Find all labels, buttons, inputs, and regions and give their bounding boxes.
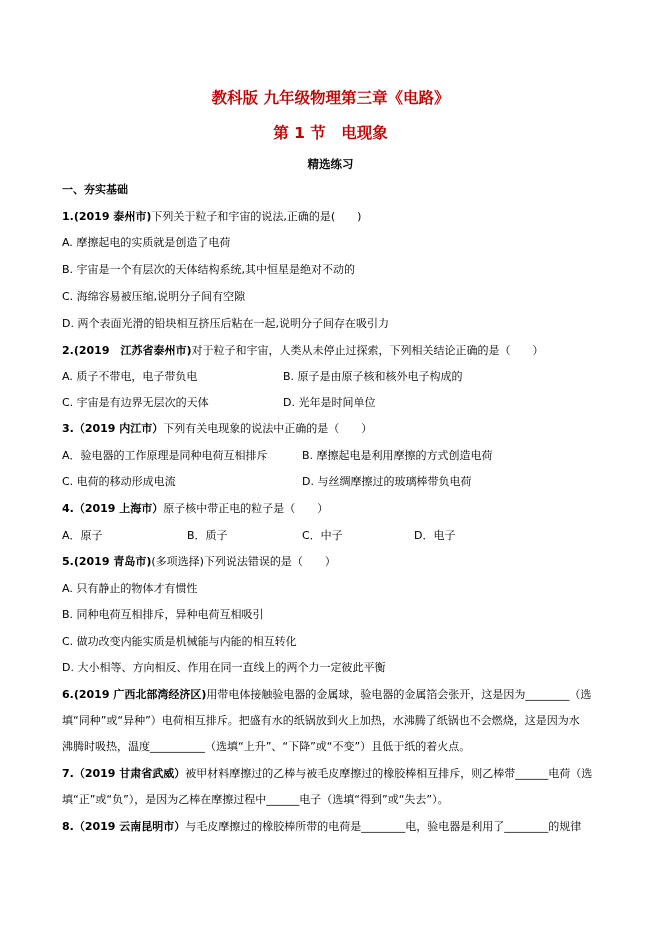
question-1-stem <box>62 210 361 224</box>
q2-option-a: A. 质子不带电，电子带负电 <box>62 370 198 383</box>
question-2-stem <box>62 344 544 358</box>
question-number: 5. <box>62 555 74 568</box>
question-source: (2019 青岛市) <box>73 555 152 568</box>
question-5-stem <box>62 555 336 569</box>
q2-option-b: B. 原子是由原子核和核外电子构成的 <box>283 370 463 383</box>
q2-option-d: D. 光年是时间单位 <box>283 396 376 409</box>
question-4-stem <box>62 502 328 516</box>
question-source: (2019 泰州市) <box>73 210 152 223</box>
document-title: 教科版 九年级物理第三章《电路》 <box>211 89 450 107</box>
question-6-line-1 <box>62 688 591 702</box>
q3-option-c: C. 电荷的移动形成电流 <box>62 475 176 488</box>
question-source: （2019 云南昆明市） <box>73 820 186 833</box>
q1-option-c: C. 海绵容易被压缩,说明分子间有空隙 <box>62 290 246 303</box>
q4-option-c: C．中子 <box>302 529 343 542</box>
question-number: 6. <box>62 688 74 701</box>
q1-option-d: D. 两个表面光滑的铅块相互挤压后粘在一起,说明分子间存在吸引力 <box>62 317 389 330</box>
question-source: （2019 内江市） <box>73 422 164 435</box>
q5-option-a: A. 只有静止的物体才有惯性 <box>62 582 198 595</box>
subtitle: 精选练习 <box>307 157 354 171</box>
question-3-stem <box>62 422 372 436</box>
question-number: 3. <box>62 422 74 435</box>
question-6-line-3: 沸腾时吸热，温度__________（选填“上升”、“下降”或“不变”）且低于纸的着火点。 <box>62 740 471 753</box>
q3-option-a: A．验电器的工作原理是同种电荷互相排斥 <box>62 449 268 462</box>
q3-option-d: D. 与丝绸摩擦过的玻璃棒带负电荷 <box>302 475 472 488</box>
q1-option-a: A. 摩擦起电的实质就是创造了电荷 <box>62 236 231 249</box>
q2-option-c: C. 宇宙是有边界无层次的天体 <box>62 396 209 409</box>
question-7-line-2: 填“正”或“负”），是因为乙棒在摩擦过程中______电子（选填“得到”或“失去”）。 <box>62 793 449 806</box>
question-number: 7. <box>62 767 74 780</box>
section-title: 第 1 节 电现象 <box>273 124 388 142</box>
question-text: 用带电体接触验电器的金属球，验电器的金属箔会张开，这是因为________（选 <box>206 688 592 701</box>
question-number: 4. <box>62 502 74 515</box>
q1-option-b: B. 宇宙是一个有层次的天体结构系统,其中恒星是绝对不动的 <box>62 263 356 276</box>
part-heading: 一、夯实基础 <box>62 183 128 196</box>
q3-option-b: B. 摩擦起电是利用摩擦的方式创造电荷 <box>302 449 493 462</box>
question-text: 对于粒子和宇宙，人类从未停止过探索，下列相关结论正确的是（ ） <box>191 344 544 357</box>
question-text: 下列有关电现象的说法中正确的是（ ） <box>163 422 373 435</box>
q5-option-b: B. 同种电荷互相排斥，异种电荷互相吸引 <box>62 608 264 621</box>
question-number: 8. <box>62 820 74 833</box>
question-number: 1. <box>62 210 74 223</box>
question-source: (2019 广西北部湾经济区) <box>73 688 207 701</box>
question-text: 被甲材料摩擦过的乙棒与被毛皮摩擦过的橡胶棒相互排斥，则乙棒带______电荷（选 <box>185 767 593 780</box>
question-text: 下列关于粒子和宇宙的说法,正确的是( ) <box>151 210 362 223</box>
q4-option-b: B．质子 <box>187 529 228 542</box>
question-text: 与毛皮摩擦过的橡胶棒所带的电荷是________电，验电器是利用了________的规律 <box>185 820 582 833</box>
question-source: (2019 江苏省泰州市) <box>73 344 192 357</box>
q5-option-d: D. 大小相等、方向相反、作用在同一直线上的两个力一定彼此平衡 <box>62 661 386 674</box>
q5-option-c: C. 做功改变内能实质是机械能与内能的相互转化 <box>62 635 297 648</box>
question-text: 原子核中带正电的粒子是（ ） <box>163 502 329 515</box>
question-6-line-2: 填“同种”或“异种”）电荷相互排斥。把盛有水的纸锅放到火上加热，水沸腾了纸锅也不会燃烧，这是因为水 <box>62 714 580 727</box>
question-7-line-1 <box>62 767 592 781</box>
question-source: （2019 甘肃省武威） <box>73 767 186 780</box>
question-text: (多项选择)下列说法错误的是（ ） <box>151 555 336 568</box>
question-8-line-1 <box>62 820 581 834</box>
question-source: （2019 上海市） <box>73 502 164 515</box>
question-number: 2. <box>62 344 74 357</box>
q4-option-d: D．电子 <box>414 529 456 542</box>
q4-option-a: A．原子 <box>62 529 103 542</box>
